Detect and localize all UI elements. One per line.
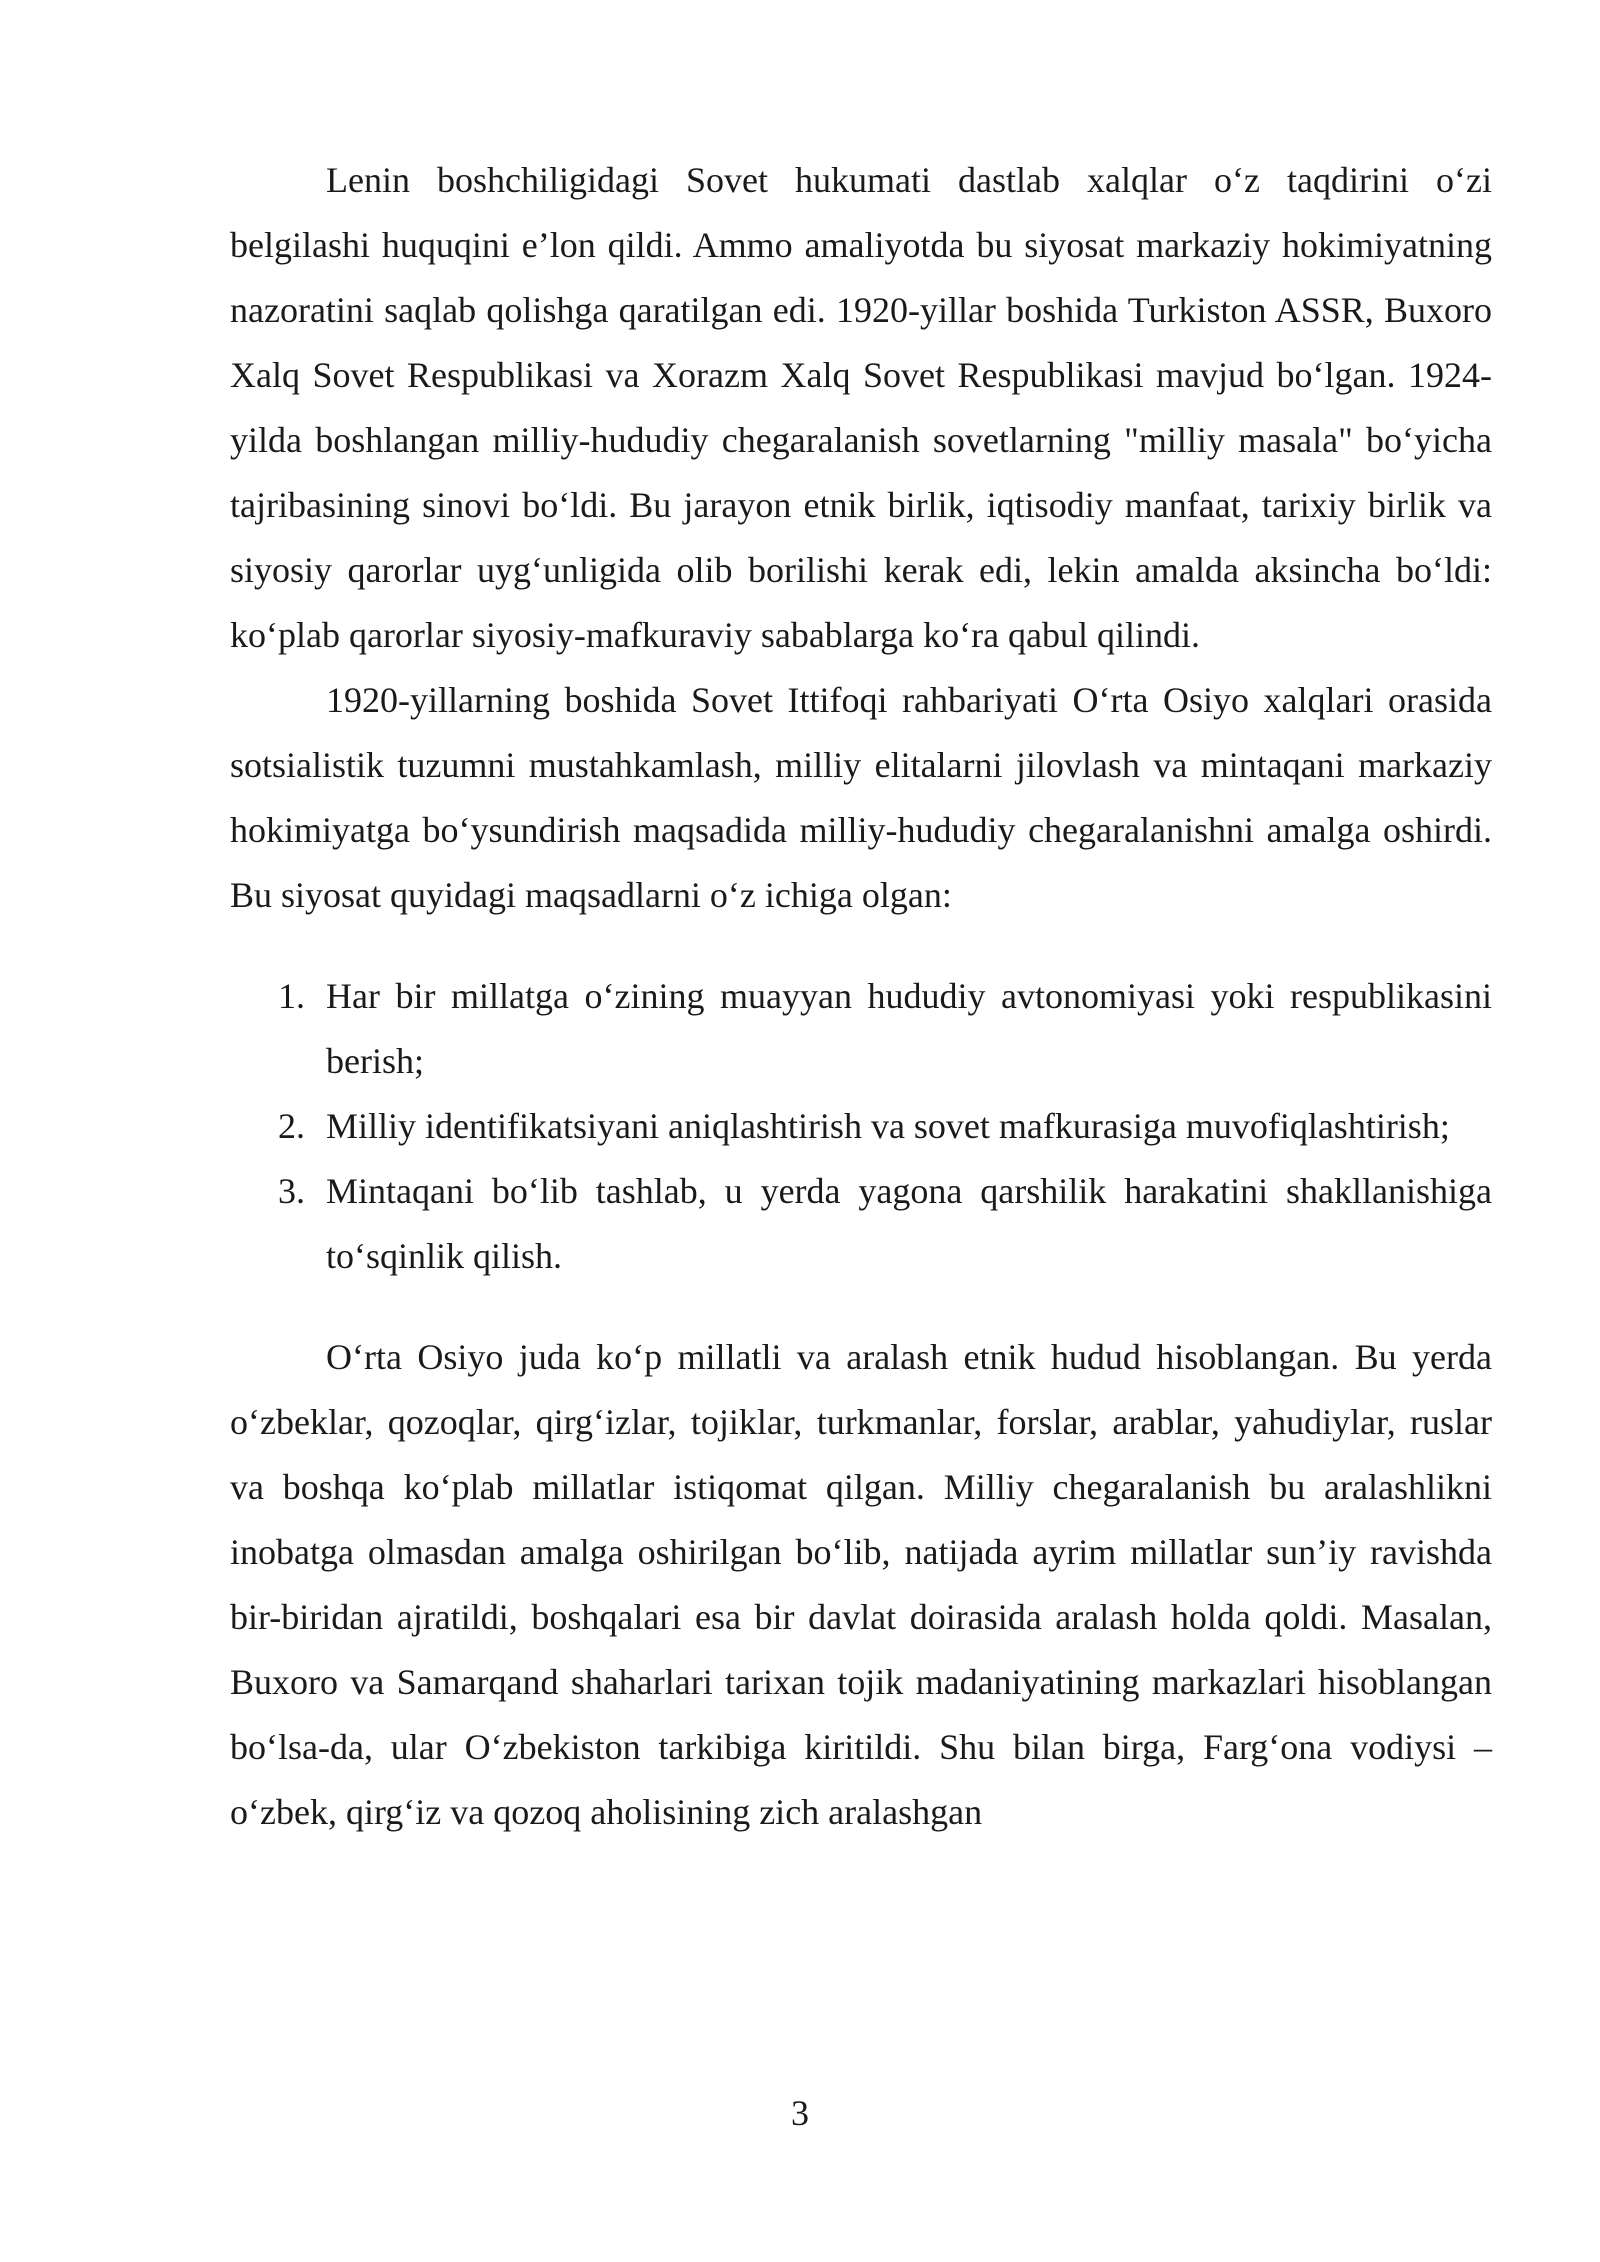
list-item: [230, 964, 1492, 1094]
list-item: [230, 1094, 1492, 1159]
document-page: [230, 148, 1492, 1845]
list-item-text: Mintaqani bo‘lib tashlab, u yerda yagona qarshilik harakatini shakllanishiga to‘sqinlik qilish.: [326, 1171, 1492, 1276]
list-item-number: 1.: [278, 976, 305, 1016]
list-item: [230, 1159, 1492, 1289]
paragraph-3: O‘rta Osiyo juda ko‘p millatli va aralash etnik hudud hisoblangan. Bu yerda o‘zbeklar, qozoqlar, qirg‘izlar, tojiklar, turkmanlar, forslar, arablar, yahudiylar, ruslar va boshqa ko‘plab millatlar istiqomat qilgan. Milliy chegaralanish bu aralashlikni inobatga olmasdan amalga oshirilgan bo‘lib, natijada ayrim millatlar sun’iy ravishda bir-biridan ajratildi, boshqalari esa bir davlat doirasida aralash holda qoldi. Masalan, Buxoro va Samarqand shaharlari tarixan tojik madaniyatining markazlari hisoblangan bo‘lsa-da, ular O‘zbekiston tarkibiga kiritildi. Shu bilan birga, Farg‘ona vodiysi – o‘zbek, qirg‘iz va qozoq aholisining zich aralashgan: [230, 1337, 1492, 1832]
numbered-list: [230, 964, 1492, 1289]
list-item-text: Milliy identifikatsiyani aniqlashtirish va sovet mafkurasiga muvofiqlashtirish;: [326, 1106, 1450, 1146]
list-item-text: Har bir millatga o‘zining muayyan hududiy avtonomiyasi yoki respublikasini berish;: [326, 976, 1492, 1081]
list-item-number: 2.: [278, 1106, 305, 1146]
list-item-number: 3.: [278, 1171, 305, 1211]
paragraph-2: 1920-yillarning boshida Sovet Ittifoqi rahbariyati O‘rta Osiyo xalqlari orasida sotsialistik tuzumni mustahkamlash, milliy elitalarni jilovlash va mintaqani markaziy hokimiyatga bo‘ysundirish maqsadida milliy-hududiy chegaralanishni amalga oshirdi. Bu siyosat quyidagi maqsadlarni o‘z ichiga olgan:: [230, 680, 1492, 915]
paragraph-1: Lenin boshchiligidagi Sovet hukumati dastlab xalqlar o‘z taqdirini o‘zi belgilashi huquqini e’lon qildi. Ammo amaliyotda bu siyosat markaziy hokimiyatning nazoratini saqlab qolishga qaratilgan edi. 1920-yillar boshida Turkiston ASSR, Buxoro Xalq Sovet Respublikasi va Xorazm Xalq Sovet Respublikasi mavjud bo‘lgan. 1924-yilda boshlangan milliy-hududiy chegaralanish sovetlarning "milliy masala" bo‘yicha tajribasining sinovi bo‘ldi. Bu jarayon etnik birlik, iqtisodiy manfaat, tarixiy birlik va siyosiy qarorlar uyg‘unligida olib borilishi kerak edi, lekin amalda aksincha bo‘ldi: ko‘plab qarorlar siyosiy-mafkuraviy sabablarga ko‘ra qabul qilindi.: [230, 160, 1492, 655]
page-number: 3: [791, 2093, 809, 2133]
